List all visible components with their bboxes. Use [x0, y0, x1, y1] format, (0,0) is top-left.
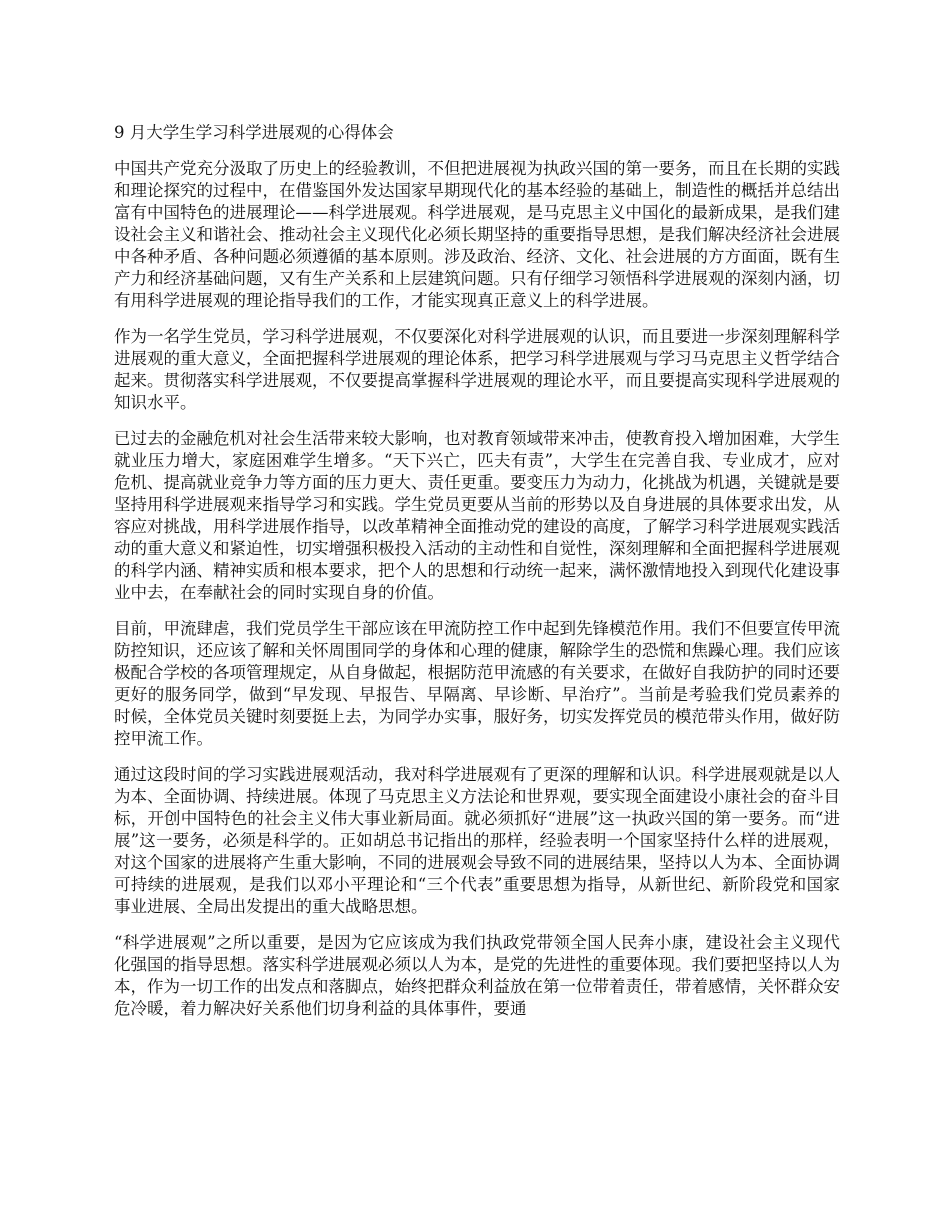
document-title: 9 月大学生学习科学进展观的心得体会	[114, 123, 394, 142]
document-body	[114, 122, 840, 1034]
paragraph-4: 目前，甲流肆虐，我们党员学生干部应该在甲流防控工作中起到先锋模范作用。我们不但要宣传甲流防控知识，还应该了解和关怀周围同学的身体和心理的健康，解除学生的恐慌和焦躁心理。我们应该极配合学校的各项管理规定，从自身做起，根据防范甲流感的有关要求，在做好自我防护的同时还要更好的服务同学，做到“早发现、早报告、早隔离、早诊断、早治疗”。当前是考验我们党员素养的时候，全体党员关键时刻要挺上去，为同学办实事，服好务，切实发挥党员的模范带头作用，做好防控甲流工作。	[114, 619, 840, 748]
paragraph-1: 中国共产党充分汲取了历史上的经验教训，不但把进展视为执政兴国的第一要务，而且在长期的实践和理论探究的过程中，在借鉴国外发达国家早期现代化的基本经验的基础上，制造性的概括并总结出富有中国特色的进展理论——科学进展观。科学进展观，是马克思主义中国化的最新成果，是我们建设社会主义和谐社会、推动社会主义现代化必须长期坚持的重要指导思想，是我们解决经济社会进展中各种矛盾、各种问题必须遵循的基本原则。涉及政治、经济、文化、社会进展的方方面面，既有生产力和经济基础问题，又有生产关系和上层建筑问题。只有仔细学习领悟科学进展观的深刻内涵，切有用科学进展观的理论指导我们的工作，才能实现真正意义上的科学进展。	[114, 159, 840, 310]
paragraph-6: “科学进展观”之所以重要，是因为它应该成为我们执政党带领全国人民奔小康，建设社会主义现代化强国的指导思想。落实科学进展观必须以人为本，是党的先进性的重要体现。我们要把坚持以人为本，作为一切工作的出发点和落脚点，始终把群众利益放在第一位带着责任，带着感情，关怀群众安危冷暖，着力解决好关系他们切身利益的具体事件，要通	[114, 933, 840, 1018]
paragraph-5: 通过这段时间的学习实践进展观活动，我对科学进展观有了更深的理解和认识。科学进展观就是以人为本、全面协调、持续进展。体现了马克思主义方法论和世界观，要实现全面建设小康社会的奋斗目标，开创中国特色的社会主义伟大事业新局面。就必须抓好“进展”这一执政兴国的第一要务。而“进展”这一要务，必须是科学的。正如胡总书记指出的那样，经验表明一个国家坚持什么样的进展观，对这个国家的进展将产生重大影响，不同的进展观会导致不同的进展结果，坚持以人为本、全面协调可持续的进展观，是我们以邓小平理论和“三个代表”重要思想为指导，从新世纪、新阶段党和国家事业进展、全局出发提出的重大战略思想。	[114, 765, 840, 916]
paragraph-3: 已过去的金融危机对社会生活带来较大影响，也对教育领域带来冲击，使教育投入增加困难，大学生就业压力增大，家庭困难学生增多。“天下兴亡，匹夫有责”，大学生在完善自我、专业成才，应对危机、提高就业竞争力等方面的压力更大、责任更重。要变压力为动力，化挑战为机遇，关键就是要坚持用科学进展观来指导学习和实践。学生党员更要从当前的形势以及自身进展的具体要求出发，从容应对挑战，用科学进展作指导，以改革精神全面推动党的建设的高度，了解学习科学进展观实践活动的重大意义和紧迫性，切实增强积极投入活动的主动性和自觉性，深刻理解和全面把握科学进展观的科学内涵、精神实质和根本要求，把个人的思想和行动统一起来，满怀激情地投入到现代化建设事业中去，在奉献社会的同时实现自身的价值。	[114, 429, 840, 602]
paragraph-2: 作为一名学生党员，学习科学进展观，不仅要深化对科学进展观的认识，而且要进一步深刻理解科学进展观的重大意义，全面把握科学进展观的理论体系，把学习科学进展观与学习马克思主义哲学结合起来。贯彻落实科学进展观，不仅要提高掌握科学进展观的理论水平，而且要提高实现科学进展观的知识水平。	[114, 327, 840, 412]
